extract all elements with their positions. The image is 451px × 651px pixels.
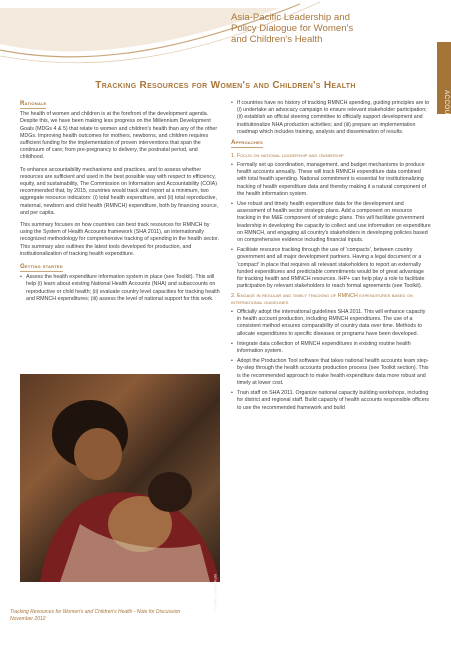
list-item: • Facilitate resource tracking through the use of 'compacts', between country government and all major development partners. Having a legal document or a 'compact' in place that requires all relevant stakeholders to report an externally funded expenditures and predictable commitments would be of great advantage for tracking health and RMNCH resources. IHP+ can help play a role to facilitate participation by relevant stakeholders to reach formal agreements (see Toolkit). <box>231 247 431 290</box>
footer-note: Tracking Resources for Women's and Children's Health - Note for Discussion <box>10 609 181 615</box>
header-title <box>231 12 431 46</box>
left-column <box>20 100 220 306</box>
list-item: • Officially adopt the international guidelines SHA 2011. This will enhance capacity in health account production, including RMNCH expenditures. The use of a consistent method ensures comparability of country data over time. Methods to allocate expenditures to specific diseases or programs have been developed. <box>231 309 431 338</box>
getting-started-list <box>20 274 220 303</box>
approach-1-list <box>231 162 431 290</box>
header-title-line1: Asia-Pacific Leadership and <box>231 12 350 23</box>
rationale-heading: Rationale <box>20 100 46 109</box>
rationale-paragraph-1: The health of women and children is at the forefront of the development agenda. Despite this, we have been making less progress on the Millennium Development Goals (MDGs 4 & 5) that relate to women and children's health than any of the other MDGs. Improving health outcomes for mothers, newborns, and children requires sufficient funding for the implementation of proven interventions that span the continuum of care; from pre-pregnancy to delivery, the postnatal period, and childhood. <box>20 111 218 161</box>
approach-1-heading: 1. Focus on national leadership and ownership <box>231 153 344 160</box>
footer-date: November 2012 <box>10 616 46 622</box>
approach-2-heading: 2. Engage in regular and timely tracking of RMNCH expenditures based on international guidelines <box>231 293 413 307</box>
getting-started-heading: Getting started <box>20 263 63 272</box>
photo-credit: © WHO / Annie Kahl <box>212 574 217 611</box>
header-title-line3: and Children's Health <box>231 34 323 46</box>
header-title-line2: Policy Dialogue for Women's <box>231 23 354 35</box>
rationale-paragraph-3: This summary focuses on how countries can best track resources for RMNCH by using the System of Health Accounts framework (SHA 2011), an internationally recognized methodology for comprehensive tracking of spending in the health sector. This summary also outlines the latest tools developed for production, and institutionalization of tracking health expenditure. <box>20 222 220 257</box>
header <box>0 0 451 70</box>
list-item: • Adopt the Production Tool software that takes national health accounts team step-by-step through the health accounts production process (see Toolkit section). This is the recommended approach to make health expenditure data more robust and timely at lower cost. <box>231 358 431 387</box>
list-item: • Integrate data collection of RMNCH expenditures in existing routine health information system. <box>231 341 431 355</box>
getting-started-list-continued <box>231 100 431 136</box>
list-item: • Formally set up coordination, management, and budget mechanisms to produce health accounts annually. These will track RMNCH expenditure data combined with total health spending. National commitment is essential for institutionalizing tracking of health expenditure data and thereby making it a natural component of the health information system. <box>231 162 431 198</box>
section-side-tab <box>437 42 451 150</box>
approaches-heading: Approaches <box>231 139 263 148</box>
mother-child-photo <box>20 374 220 611</box>
list-item: • Use robust and timely health expenditure data for the development and assessment of health sector strategic plans. Add a component on resource tracking in the M&E component of strategic plans. This will facilitate government leadership in developing the capacity to collect and use information on expenditure on RMNCH, and engaging all country's stakeholders in developing policies based on comprehensive evidence including financial inputs. <box>231 201 431 244</box>
page-title: Tracking Resources for Women's and Children's Health <box>95 80 356 91</box>
right-column <box>231 100 431 415</box>
rationale-paragraph-2: To enhance accountability mechanisms and practices, and to assess whether resources are sufficient and used in the best possible way with respect to efficiency, equity, and sustainability, The Commission on Information and Accountability (COIA) recommended that, by 2015, countries would track and report at a minimum, two aggregate resource indicators: (i) total health expenditure, and (ii) total reproductive, maternal, newborn and child health (RMNCH) expenditure, both by financing source, and per capita. <box>20 166 219 216</box>
approach-2-list <box>231 309 431 412</box>
list-item: • If countries have no history of tracking RMNCH spending, guiding principles are to (i) undertake an advocacy campaign to ensure relevant stakeholder participation; (ii) establish an official steering committee to officially support development and institutionalize NHA production activities; and (iii) prepare an implementation roadmap which includes training, analysis and dissemination of results. <box>231 100 431 136</box>
photo-illustration <box>20 374 220 582</box>
side-tab-label: ACCOUNTABILITY <box>443 90 450 150</box>
list-item: • Train staff on SHA 2011. Organize national capacity building workshops, including for district and regional staff. Build capacity of health accounts responsible officers to use the recommended framework and build <box>231 390 431 412</box>
footer <box>10 609 430 623</box>
list-item: • Assess the health expenditure information system in place (see Toolkit). This will help (i) learn about existing National Health Accounts (NHA) and subaccounts on reproductive or child health; (ii) evaluate country level capacities for tracking health and RMNCH expenditures; (iii) assess the level of national support for this work. <box>20 274 220 303</box>
